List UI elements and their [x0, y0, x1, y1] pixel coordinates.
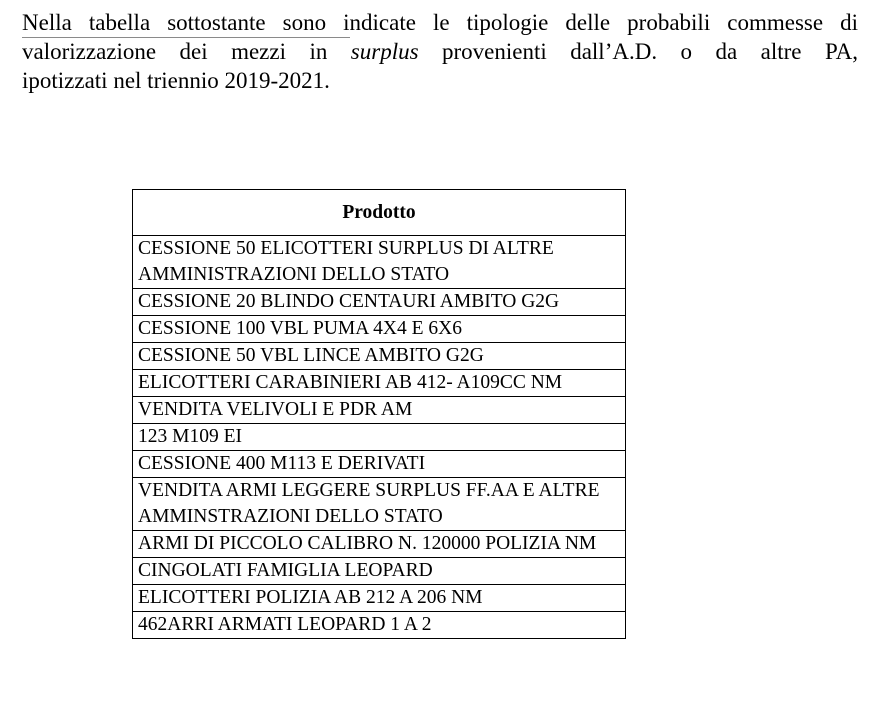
table-row	[133, 424, 626, 451]
table-row	[133, 612, 626, 639]
table-row	[133, 531, 626, 558]
intro-surplus-italic: surplus	[350, 39, 419, 64]
table-row	[133, 316, 626, 343]
table-cell: CESSIONE 50 ELICOTTERI SURPLUS DI ALTRE AMMINISTRAZIONI DELLO STATO	[133, 236, 626, 289]
table-cell: CESSIONE 100 VBL PUMA 4X4 E 6X6	[133, 316, 626, 343]
intro-paragraph	[22, 8, 858, 95]
table-row	[133, 451, 626, 478]
column-header-prodotto: Prodotto	[133, 190, 626, 236]
intro-line-2-start: valorizzazione dei mezzi in	[22, 39, 351, 64]
table-row	[133, 478, 626, 531]
table-cell: CINGOLATI FAMIGLIA LEOPARD	[133, 558, 626, 585]
text-underline	[22, 37, 350, 38]
table-row	[133, 585, 626, 612]
table-cell: ELICOTTERI POLIZIA AB 212 A 206 NM	[133, 585, 626, 612]
table-row	[133, 370, 626, 397]
table-cell: CESSIONE 400 M113 E DERIVATI	[133, 451, 626, 478]
table-cell: ELICOTTERI CARABINIERI AB 412- A109CC NM	[133, 370, 626, 397]
table-cell: 123 M109 EI	[133, 424, 626, 451]
table-row	[133, 236, 626, 289]
table-header-row	[133, 190, 626, 236]
table-row	[133, 343, 626, 370]
table-cell: ARMI DI PICCOLO CALIBRO N. 120000 POLIZIA NM	[133, 531, 626, 558]
intro-line-3: ipotizzati nel triennio 2019-2021.	[22, 68, 330, 93]
table-row	[133, 397, 626, 424]
products-table	[132, 189, 626, 639]
intro-line-2	[22, 37, 858, 66]
table-cell: 462ARRI ARMATI LEOPARD 1 A 2	[133, 612, 626, 639]
table-cell: VENDITA VELIVOLI E PDR AM	[133, 397, 626, 424]
table-cell: CESSIONE 50 VBL LINCE AMBITO G2G	[133, 343, 626, 370]
table-cell: CESSIONE 20 BLINDO CENTAURI AMBITO G2G	[133, 289, 626, 316]
intro-line-1: Nella tabella sottostante sono indicate le tipologie delle probabili commesse di	[22, 10, 858, 35]
intro-line-2-end: provenienti dall’A.D. o da altre PA,	[418, 39, 858, 64]
table-row	[133, 558, 626, 585]
table-row	[133, 289, 626, 316]
table-cell: VENDITA ARMI LEGGERE SURPLUS FF.AA E ALTRE AMMINSTRAZIONI DELLO STATO	[133, 478, 626, 531]
